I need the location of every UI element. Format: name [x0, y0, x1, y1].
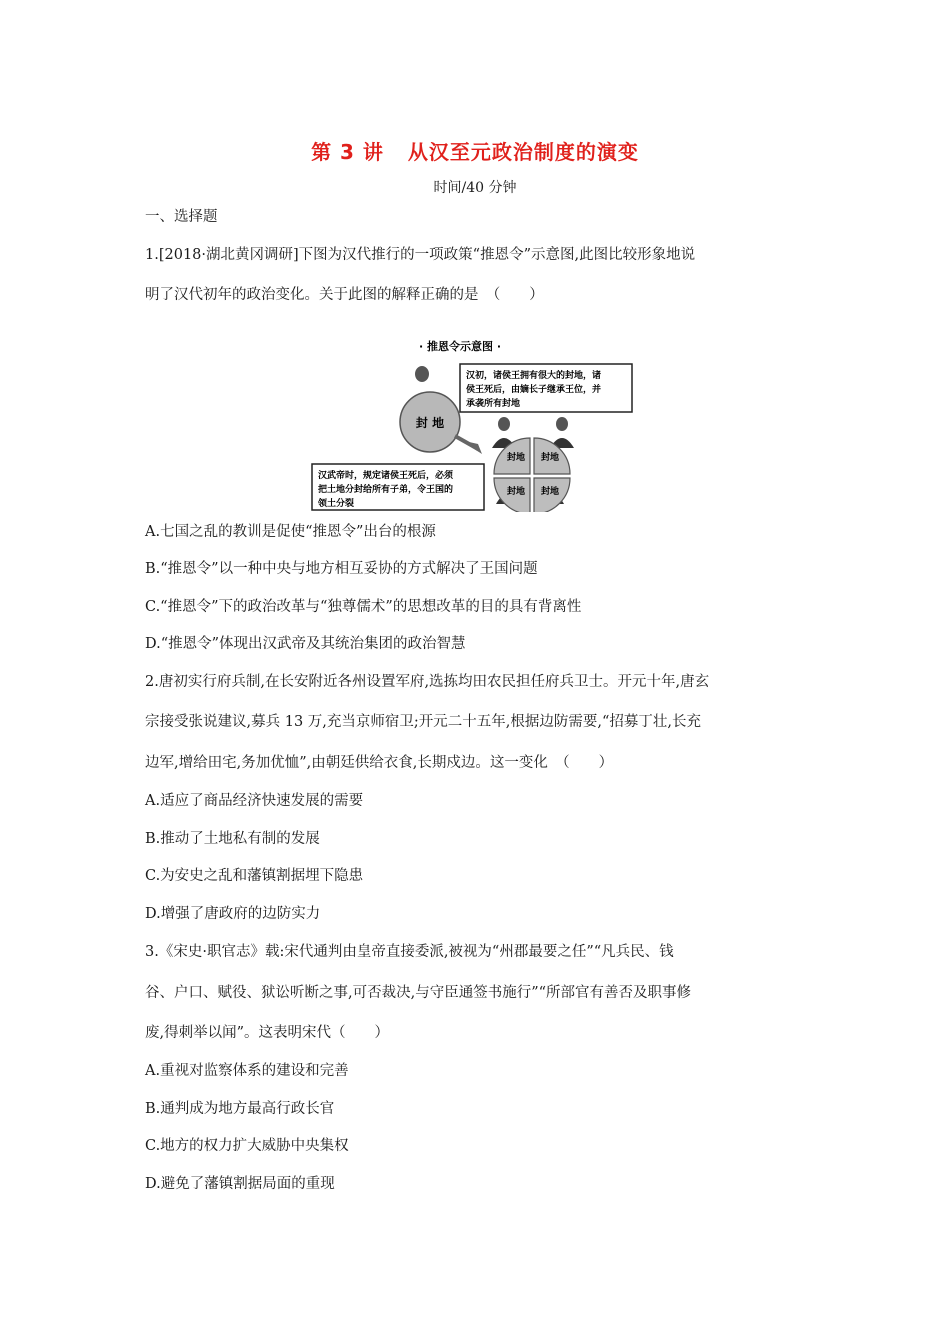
q3-stem-line-3: 废,得刺举以闻”。这表明宋代（ ）	[145, 1025, 390, 1041]
bottom-box-line-1: 汉武帝时，规定诸侯王死后，必须	[318, 471, 454, 481]
section-heading: 一、选择题	[145, 209, 218, 225]
top-box-line-2: 侯王死后，由嫡长子继承王位，并	[466, 385, 602, 395]
q1-option-a: A.七国之乱的教训是促使“推恩令”出台的根源	[145, 524, 436, 540]
q1-stem-line-2: 明了汉代初年的政治变化。关于此图的解释正确的是 （ ）	[145, 287, 544, 303]
divided-territory-circle	[494, 438, 570, 512]
q2-stem-line-3: 边军,增给田宅,务加优恤”,由朝廷供给衣食,长期戍边。这一变化 （ ）	[145, 755, 614, 771]
piece-label-2: 封地	[540, 453, 560, 463]
top-box-line-3: 承袭所有封地	[466, 399, 521, 409]
lecture-number: 第 3 讲	[311, 140, 384, 164]
piece-label-4: 封地	[540, 487, 560, 497]
big-circle-label: 封 地	[415, 416, 445, 430]
q3-stem-line-2: 谷、户口、赋役、狱讼听断之事,可否裁决,与守臣通签书施行”“所部官有善否及职事修	[145, 985, 692, 1001]
q3-option-b: B.通判成为地方最高行政长官	[145, 1101, 335, 1117]
diagram-svg	[310, 336, 636, 512]
piece-label-3: 封地	[506, 487, 526, 497]
top-box-line-1: 汉初，诸侯王拥有很大的封地，诸	[466, 371, 602, 381]
q3-option-d: D.避免了藩镇割据局面的重现	[145, 1176, 335, 1192]
figure-heading: · 推恩令示意图 ·	[418, 340, 502, 353]
piece-label-1: 封地	[506, 453, 526, 463]
lecture-topic: 从汉至元政治制度的演变	[407, 140, 639, 164]
q2-option-d: D.增强了唐政府的边防实力	[145, 906, 321, 922]
q3-option-c: C.地方的权力扩大威胁中央集权	[145, 1138, 349, 1154]
q1-stem-line-1: 1.[2018·湖北黄冈调研]下图为汉代推行的一项政策“推恩令”示意图,此图比较形象地说	[145, 247, 696, 263]
q3-stem-line-1: 3.《宋史·职官志》载:宋代通判由皇帝直接委派,被视为“州郡最要之任”“凡兵民、钱	[145, 944, 674, 960]
q2-option-c: C.为安史之乱和藩镇割据埋下隐患	[145, 868, 364, 884]
bottom-box-line-2: 把土地分封给所有子弟，令王国的	[318, 485, 454, 495]
q2-stem-line-2: 宗接受张说建议,募兵 13 万,充当京师宿卫;开元二十五年,根据边防需要,“招募丁壮,长充	[145, 714, 702, 730]
q1-option-c: C.“推恩令”下的政治改革与“独尊儒术”的思想改革的目的具有背离性	[145, 599, 582, 615]
q2-option-b: B.推动了土地私有制的发展	[145, 831, 320, 847]
q2-stem-line-1: 2.唐初实行府兵制,在长安附近各州设置军府,选拣均田农民担任府兵卫士。开元十年,唐玄	[145, 674, 710, 690]
bottom-box-line-3: 领土分裂	[318, 499, 355, 509]
q1-option-b: B.“推恩令”以一种中央与地方相互妥协的方式解决了王国问题	[145, 561, 538, 577]
q1-option-d: D.“推恩令”体现出汉武帝及其统治集团的政治智慧	[145, 636, 466, 652]
q3-option-a: A.重视对监察体系的建设和完善	[145, 1063, 349, 1079]
q2-option-a: A.适应了商品经济快速发展的需要	[145, 793, 364, 809]
tuienling-diagram	[310, 336, 636, 512]
page-title	[0, 136, 950, 165]
time-limit: 时间/40 分钟	[433, 180, 517, 196]
